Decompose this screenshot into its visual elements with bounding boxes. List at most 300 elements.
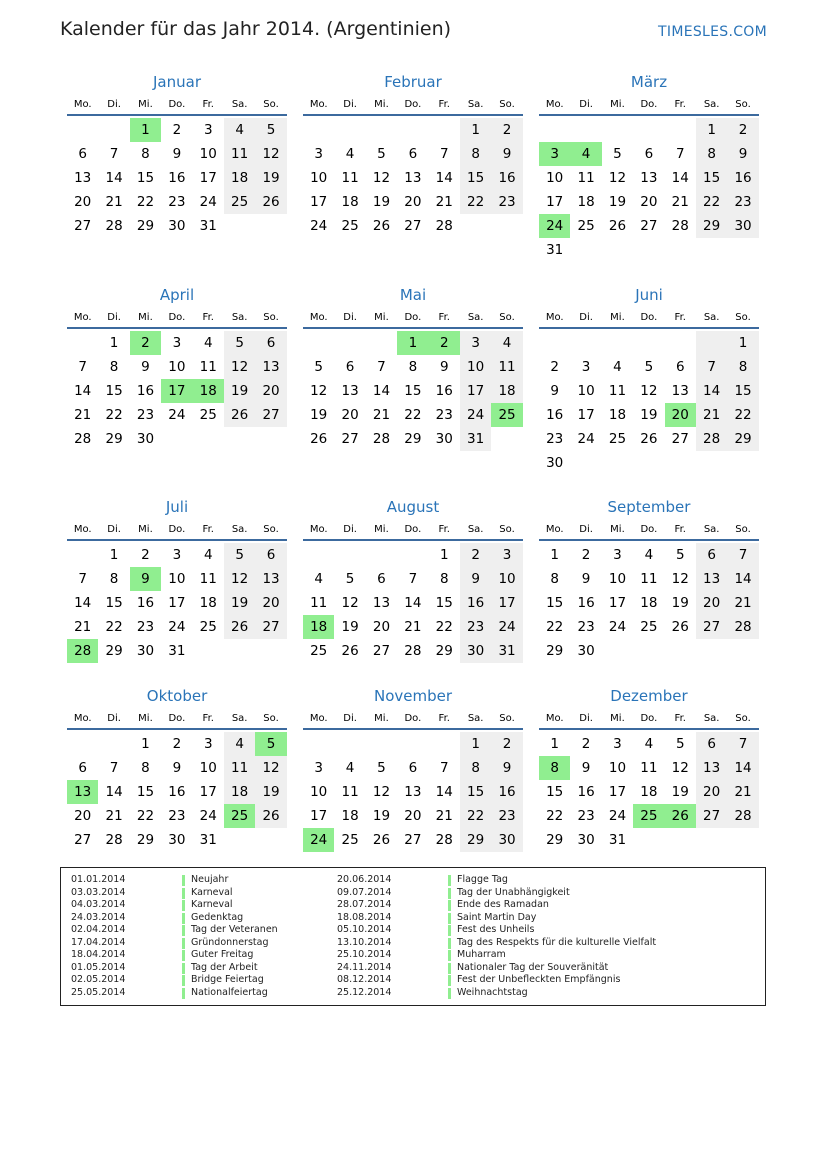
calendar-day: 12: [310, 383, 328, 399]
calendar-day: 5: [675, 547, 685, 563]
month-name: Februar: [384, 73, 442, 91]
calendar-day: 28: [74, 431, 92, 447]
calendar-day: 21: [696, 403, 727, 427]
calendar-day: 10: [310, 784, 328, 800]
calendar-day: 4: [203, 547, 213, 563]
calendar-day: 4: [345, 760, 355, 776]
calendar-day: 16: [491, 780, 522, 804]
legend-name: Muharram: [457, 949, 506, 960]
calendar-day: 8: [109, 359, 119, 375]
calendar-day: 8: [696, 142, 727, 166]
weekday-label: Mi.: [138, 713, 153, 724]
empty-day: [303, 543, 334, 567]
month-10: [67, 686, 287, 852]
empty-day: [696, 451, 727, 475]
calendar-day: 2: [141, 547, 150, 563]
calendar-day: 24: [608, 808, 627, 824]
weekday-label: Di.: [107, 99, 121, 110]
calendar-day: 13: [74, 170, 92, 186]
calendar-day: 23: [168, 808, 186, 824]
legend-color-marker: [448, 925, 451, 936]
calendar-day: 27: [341, 431, 359, 447]
calendar-day: 27: [74, 218, 92, 234]
weekday-label: Do.: [404, 524, 422, 535]
weekday-label: Mi.: [610, 312, 625, 323]
empty-day: [224, 639, 255, 663]
empty-day: [491, 214, 522, 238]
calendar-day: 18: [341, 808, 359, 824]
calendar-day: 30: [577, 643, 595, 659]
calendar-day: 16: [460, 591, 491, 615]
calendar-day: 19: [608, 194, 627, 210]
holiday-day: 25: [633, 804, 664, 828]
calendar-day: 11: [341, 784, 359, 800]
calendar-day: 17: [310, 808, 328, 824]
empty-day: [334, 118, 365, 142]
calendar-day: 23: [136, 407, 155, 423]
calendar-day: 20: [404, 808, 422, 824]
holiday-day: 13: [67, 780, 98, 804]
calendar-day: 6: [408, 760, 418, 776]
calendar-day: 5: [314, 359, 323, 375]
weekday-header: [539, 710, 759, 730]
calendar-day: 13: [255, 355, 286, 379]
calendar-day: 4: [613, 359, 622, 375]
calendar-day: 26: [372, 218, 391, 234]
calendar-day: 13: [696, 756, 727, 780]
weekday-label: So.: [263, 713, 279, 724]
legend-date: 08.12.2014: [337, 974, 392, 985]
weekday-label: Mi.: [374, 99, 389, 110]
legend-name: Nationaler Tag der Souveränität: [457, 961, 609, 973]
calendar-day: 13: [671, 383, 689, 399]
legend-date: 04.03.2014: [71, 899, 126, 910]
calendar-day: 22: [696, 190, 727, 214]
legend-date: 18.04.2014: [71, 949, 126, 960]
calendar-day: 10: [168, 359, 186, 375]
calendar-day: 2: [460, 543, 491, 567]
calendar-day: 20: [372, 619, 391, 635]
holiday-day: 3: [539, 142, 570, 166]
calendar-day: 4: [644, 736, 654, 752]
empty-day: [633, 238, 664, 262]
calendar-day: 28: [404, 643, 422, 659]
weekday-label: Di.: [579, 99, 593, 110]
calendar-day: 18: [640, 784, 658, 800]
legend-color-marker: [448, 963, 451, 974]
weekday-label: So.: [263, 312, 279, 323]
holiday-day: 24: [303, 828, 334, 852]
calendar-day: 23: [460, 615, 491, 639]
calendar-day: 5: [224, 543, 255, 567]
empty-day: [224, 427, 255, 451]
weekday-label: Do.: [404, 713, 422, 724]
brand-logo-text[interactable]: TIMESLES.COM: [658, 24, 767, 40]
weekday-label: Fr.: [438, 524, 450, 535]
legend-name: Saint Martin Day: [457, 911, 537, 923]
weekday-label: Mi.: [138, 312, 153, 323]
holiday-day: 1: [397, 331, 428, 355]
calendar-day: 27: [404, 218, 422, 234]
calendar-day: 17: [491, 591, 522, 615]
calendar-day: 23: [168, 194, 186, 210]
calendar-day: 4: [644, 547, 654, 563]
calendar-day: 27: [671, 431, 689, 447]
legend-date: 02.04.2014: [71, 924, 126, 935]
calendar-day: 25: [310, 643, 328, 659]
calendar-day: 21: [404, 619, 422, 635]
calendar-day: 31: [460, 427, 491, 451]
legend-name: Karneval: [191, 899, 233, 910]
calendar-day: 2: [491, 732, 522, 756]
month-7: [67, 497, 287, 663]
empty-day: [570, 451, 601, 475]
calendar-day: 24: [168, 619, 186, 635]
empty-day: [397, 118, 428, 142]
calendar-day: 26: [255, 804, 286, 828]
legend-date: 20.06.2014: [337, 874, 392, 885]
calendar-day: 22: [546, 619, 564, 635]
weekday-label: Mo.: [309, 524, 328, 535]
calendar-day: 8: [408, 359, 418, 375]
calendar-day: 12: [372, 170, 391, 186]
calendar-day: 22: [136, 194, 155, 210]
calendar-day: 26: [372, 832, 391, 848]
calendar-day: 3: [203, 736, 213, 752]
calendar-day: 8: [460, 756, 491, 780]
weekday-label: So.: [735, 312, 751, 323]
weekday-label: Di.: [107, 713, 121, 724]
calendar-day: 23: [491, 190, 522, 214]
calendar-day: 14: [435, 784, 453, 800]
calendar-day: 11: [491, 355, 522, 379]
calendar-day: 9: [581, 760, 591, 776]
calendar-day: 25: [577, 218, 595, 234]
calendar-day: 28: [727, 615, 758, 639]
calendar-day: 3: [172, 335, 182, 351]
weekday-label: Mo.: [545, 713, 564, 724]
calendar-day: 12: [224, 567, 255, 591]
calendar-day: 30: [168, 832, 186, 848]
weekday-header: [67, 710, 287, 730]
calendar-day: 13: [404, 784, 422, 800]
weekday-header: [303, 96, 523, 116]
legend-name: Weihnachtstag: [457, 986, 528, 998]
calendar-day: 29: [546, 643, 564, 659]
calendar-day: 19: [255, 780, 286, 804]
legend-name: Nationalfeiertag: [191, 986, 268, 998]
empty-day: [366, 732, 397, 756]
legend-date: 25.10.2014: [337, 949, 392, 960]
calendar-day: 25: [608, 431, 627, 447]
calendar-day: 27: [696, 804, 727, 828]
legend-name: Flagge Tag: [457, 874, 508, 885]
calendar-day: 15: [435, 595, 453, 611]
calendar-day: 9: [141, 359, 150, 375]
calendar-day: 9: [581, 571, 591, 587]
calendar-day: 7: [109, 146, 119, 162]
month-name: Mai: [399, 286, 427, 304]
weekday-label: Mo.: [309, 312, 328, 323]
calendar-day: 23: [136, 619, 155, 635]
calendar-day: 3: [172, 547, 182, 563]
calendar-day: 7: [377, 359, 386, 375]
month-1: [67, 72, 287, 238]
calendar-day: 24: [199, 194, 217, 210]
calendar-day: 14: [727, 567, 758, 591]
month-name: Januar: [153, 73, 201, 91]
calendar-day: 25: [341, 832, 359, 848]
calendar-day: 16: [136, 383, 155, 399]
weekday-label: Sa.: [231, 524, 248, 535]
legend-date: 17.04.2014: [71, 936, 126, 948]
legend-color-marker: [182, 938, 185, 949]
calendar-day: 16: [136, 595, 155, 611]
calendar-day: 19: [372, 194, 391, 210]
calendar-day: 20: [404, 194, 422, 210]
weekday-label: Mo.: [73, 99, 92, 110]
calendar-day: 3: [491, 543, 522, 567]
calendar-day: 21: [671, 194, 689, 210]
calendar-day: 7: [439, 146, 449, 162]
empty-day: [570, 238, 601, 262]
calendar-day: 8: [727, 355, 758, 379]
calendar-day: 25: [341, 218, 359, 234]
weekday-label: Mi.: [374, 312, 389, 323]
calendar-day: 28: [105, 832, 123, 848]
legend-date: 09.07.2014: [337, 886, 392, 898]
calendar-day: 6: [408, 146, 418, 162]
calendar-day: 4: [491, 331, 522, 355]
weekday-header: [539, 309, 759, 329]
weekday-label: So.: [499, 524, 515, 535]
weekday-label: So.: [499, 312, 515, 323]
calendar-day: 20: [255, 379, 286, 403]
calendar-day: 17: [546, 194, 564, 210]
calendar-day: 24: [310, 218, 328, 234]
legend-name: Fest des Unheils: [457, 924, 535, 935]
empty-day: [161, 427, 192, 451]
calendar-day: 8: [141, 146, 150, 162]
calendar-day: 19: [372, 808, 391, 824]
calendar-day: 11: [608, 383, 627, 399]
weekday-label: Mi.: [374, 524, 389, 535]
calendar-day: 28: [671, 218, 689, 234]
calendar-day: 7: [109, 760, 119, 776]
legend-name: Tag der Arbeit: [191, 961, 258, 973]
legend-name: Fest der Unbefleckten Empfängnis: [457, 974, 621, 985]
calendar-day: 22: [435, 619, 453, 635]
calendar-day: 31: [168, 643, 186, 659]
weekday-label: Di.: [343, 99, 357, 110]
holiday-day: 1: [130, 118, 161, 142]
calendar-day: 29: [546, 832, 564, 848]
calendar-day: 14: [727, 756, 758, 780]
weekday-label: Fr.: [438, 99, 450, 110]
legend-name: Karneval: [191, 886, 233, 898]
calendar-day: 31: [199, 832, 217, 848]
calendar-day: 6: [696, 732, 727, 756]
month-name: April: [159, 286, 195, 304]
empty-day: [67, 543, 98, 567]
calendar-day: 6: [644, 146, 654, 162]
legend-name: Gründonnerstag: [191, 936, 269, 948]
calendar-day: 29: [727, 427, 758, 451]
calendar-day: 6: [696, 543, 727, 567]
calendar-day: 1: [696, 118, 727, 142]
calendar-day: 22: [460, 804, 491, 828]
calendar-day: 21: [727, 780, 758, 804]
calendar-day: 10: [577, 383, 595, 399]
legend-color-marker: [448, 888, 451, 899]
calendar-day: 29: [105, 431, 123, 447]
calendar-day: 27: [404, 832, 422, 848]
day-grid: [67, 118, 287, 238]
empty-day: [696, 639, 727, 663]
empty-day: [696, 828, 727, 852]
calendar-day: 30: [727, 214, 758, 238]
weekday-label: Di.: [579, 713, 593, 724]
empty-day: [633, 639, 664, 663]
month-11: [303, 686, 523, 852]
calendar-day: 28: [727, 804, 758, 828]
calendar-day: 19: [671, 595, 689, 611]
weekday-label: Fr.: [674, 312, 686, 323]
calendar-day: 26: [310, 431, 328, 447]
calendar-day: 9: [491, 756, 522, 780]
calendar-day: 19: [224, 379, 255, 403]
empty-day: [602, 451, 633, 475]
calendar-day: 26: [255, 190, 286, 214]
calendar-day: 1: [460, 118, 491, 142]
calendar-day: 8: [460, 142, 491, 166]
calendar-day: 18: [608, 407, 627, 423]
calendar-day: 25: [199, 619, 217, 635]
legend-color-marker: [182, 913, 185, 924]
weekday-label: Fr.: [438, 312, 450, 323]
empty-day: [570, 331, 601, 355]
calendar-day: 17: [460, 379, 491, 403]
calendar-day: 10: [546, 170, 564, 186]
calendar-day: 21: [435, 808, 453, 824]
legend-color-marker: [182, 963, 185, 974]
legend-color-marker: [448, 938, 451, 949]
empty-day: [98, 732, 129, 756]
calendar-day: 12: [671, 760, 689, 776]
calendar-day: 18: [491, 379, 522, 403]
calendar-day: 13: [255, 567, 286, 591]
calendar-day: 22: [136, 808, 155, 824]
calendar-day: 4: [224, 732, 255, 756]
empty-day: [397, 543, 428, 567]
weekday-label: Fr.: [674, 99, 686, 110]
calendar-day: 20: [74, 194, 92, 210]
empty-day: [602, 238, 633, 262]
calendar-day: 21: [74, 407, 92, 423]
weekday-header: [303, 309, 523, 329]
empty-day: [602, 118, 633, 142]
weekday-label: Fr.: [202, 99, 214, 110]
legend-date: 28.07.2014: [337, 899, 392, 910]
weekday-label: So.: [263, 99, 279, 110]
empty-day: [460, 214, 491, 238]
month-4: [67, 285, 287, 451]
empty-day: [665, 238, 696, 262]
month-3: [539, 72, 759, 262]
weekday-label: Sa.: [231, 713, 248, 724]
weekday-label: Sa.: [231, 99, 248, 110]
calendar-day: 6: [255, 331, 286, 355]
legend-name: Bridge Feiertag: [191, 974, 264, 985]
page-title: Kalender für das Jahr 2014. (Argentinien): [60, 18, 452, 40]
calendar-day: 11: [224, 142, 255, 166]
empty-day: [366, 543, 397, 567]
holiday-day: 5: [255, 732, 286, 756]
calendar-day: 25: [199, 407, 217, 423]
legend-name: Tag der Unabhängigkeit: [457, 886, 570, 898]
calendar-day: 7: [727, 543, 758, 567]
empty-day: [665, 639, 696, 663]
calendar-day: 8: [109, 571, 119, 587]
calendar-day: 5: [377, 146, 386, 162]
calendar-day: 30: [460, 639, 491, 663]
weekday-label: Sa.: [467, 99, 484, 110]
legend-date: 03.03.2014: [71, 886, 126, 898]
calendar-day: 28: [435, 832, 453, 848]
calendar-day: 16: [546, 407, 564, 423]
empty-day: [727, 238, 758, 262]
legend-date: 25.12.2014: [337, 986, 392, 998]
calendar-day: 5: [377, 760, 386, 776]
calendar-day: 20: [341, 407, 359, 423]
calendar-day: 24: [199, 808, 217, 824]
weekday-label: Sa.: [703, 99, 720, 110]
calendar-day: 2: [727, 118, 758, 142]
legend-color-marker: [448, 913, 451, 924]
empty-day: [193, 427, 224, 451]
calendar-day: 18: [224, 780, 255, 804]
empty-day: [491, 427, 522, 451]
calendar-day: 19: [640, 407, 658, 423]
calendar-day: 17: [199, 784, 217, 800]
calendar-day: 24: [577, 431, 595, 447]
empty-day: [633, 118, 664, 142]
calendar-day: 16: [727, 166, 758, 190]
empty-day: [303, 732, 334, 756]
legend-color-marker: [182, 988, 185, 999]
weekday-label: Do.: [168, 524, 186, 535]
calendar-day: 1: [141, 736, 150, 752]
calendar-day: 6: [78, 760, 87, 776]
weekday-label: Do.: [640, 99, 658, 110]
calendar-day: 27: [255, 615, 286, 639]
calendar-day: 26: [671, 619, 689, 635]
calendar-day: 25: [640, 619, 658, 635]
legend-color-marker: [448, 988, 451, 999]
calendar-day: 17: [199, 170, 217, 186]
empty-day: [429, 732, 460, 756]
month-name: November: [373, 687, 453, 705]
weekday-label: Mo.: [545, 524, 564, 535]
holiday-day: 18: [193, 379, 224, 403]
calendar-day: 25: [224, 190, 255, 214]
calendar-day: 15: [105, 595, 123, 611]
weekday-label: So.: [735, 713, 751, 724]
calendar-day: 12: [640, 383, 658, 399]
legend-date: 24.03.2014: [71, 911, 126, 923]
calendar-day: 23: [546, 431, 564, 447]
calendar-day: 5: [224, 331, 255, 355]
